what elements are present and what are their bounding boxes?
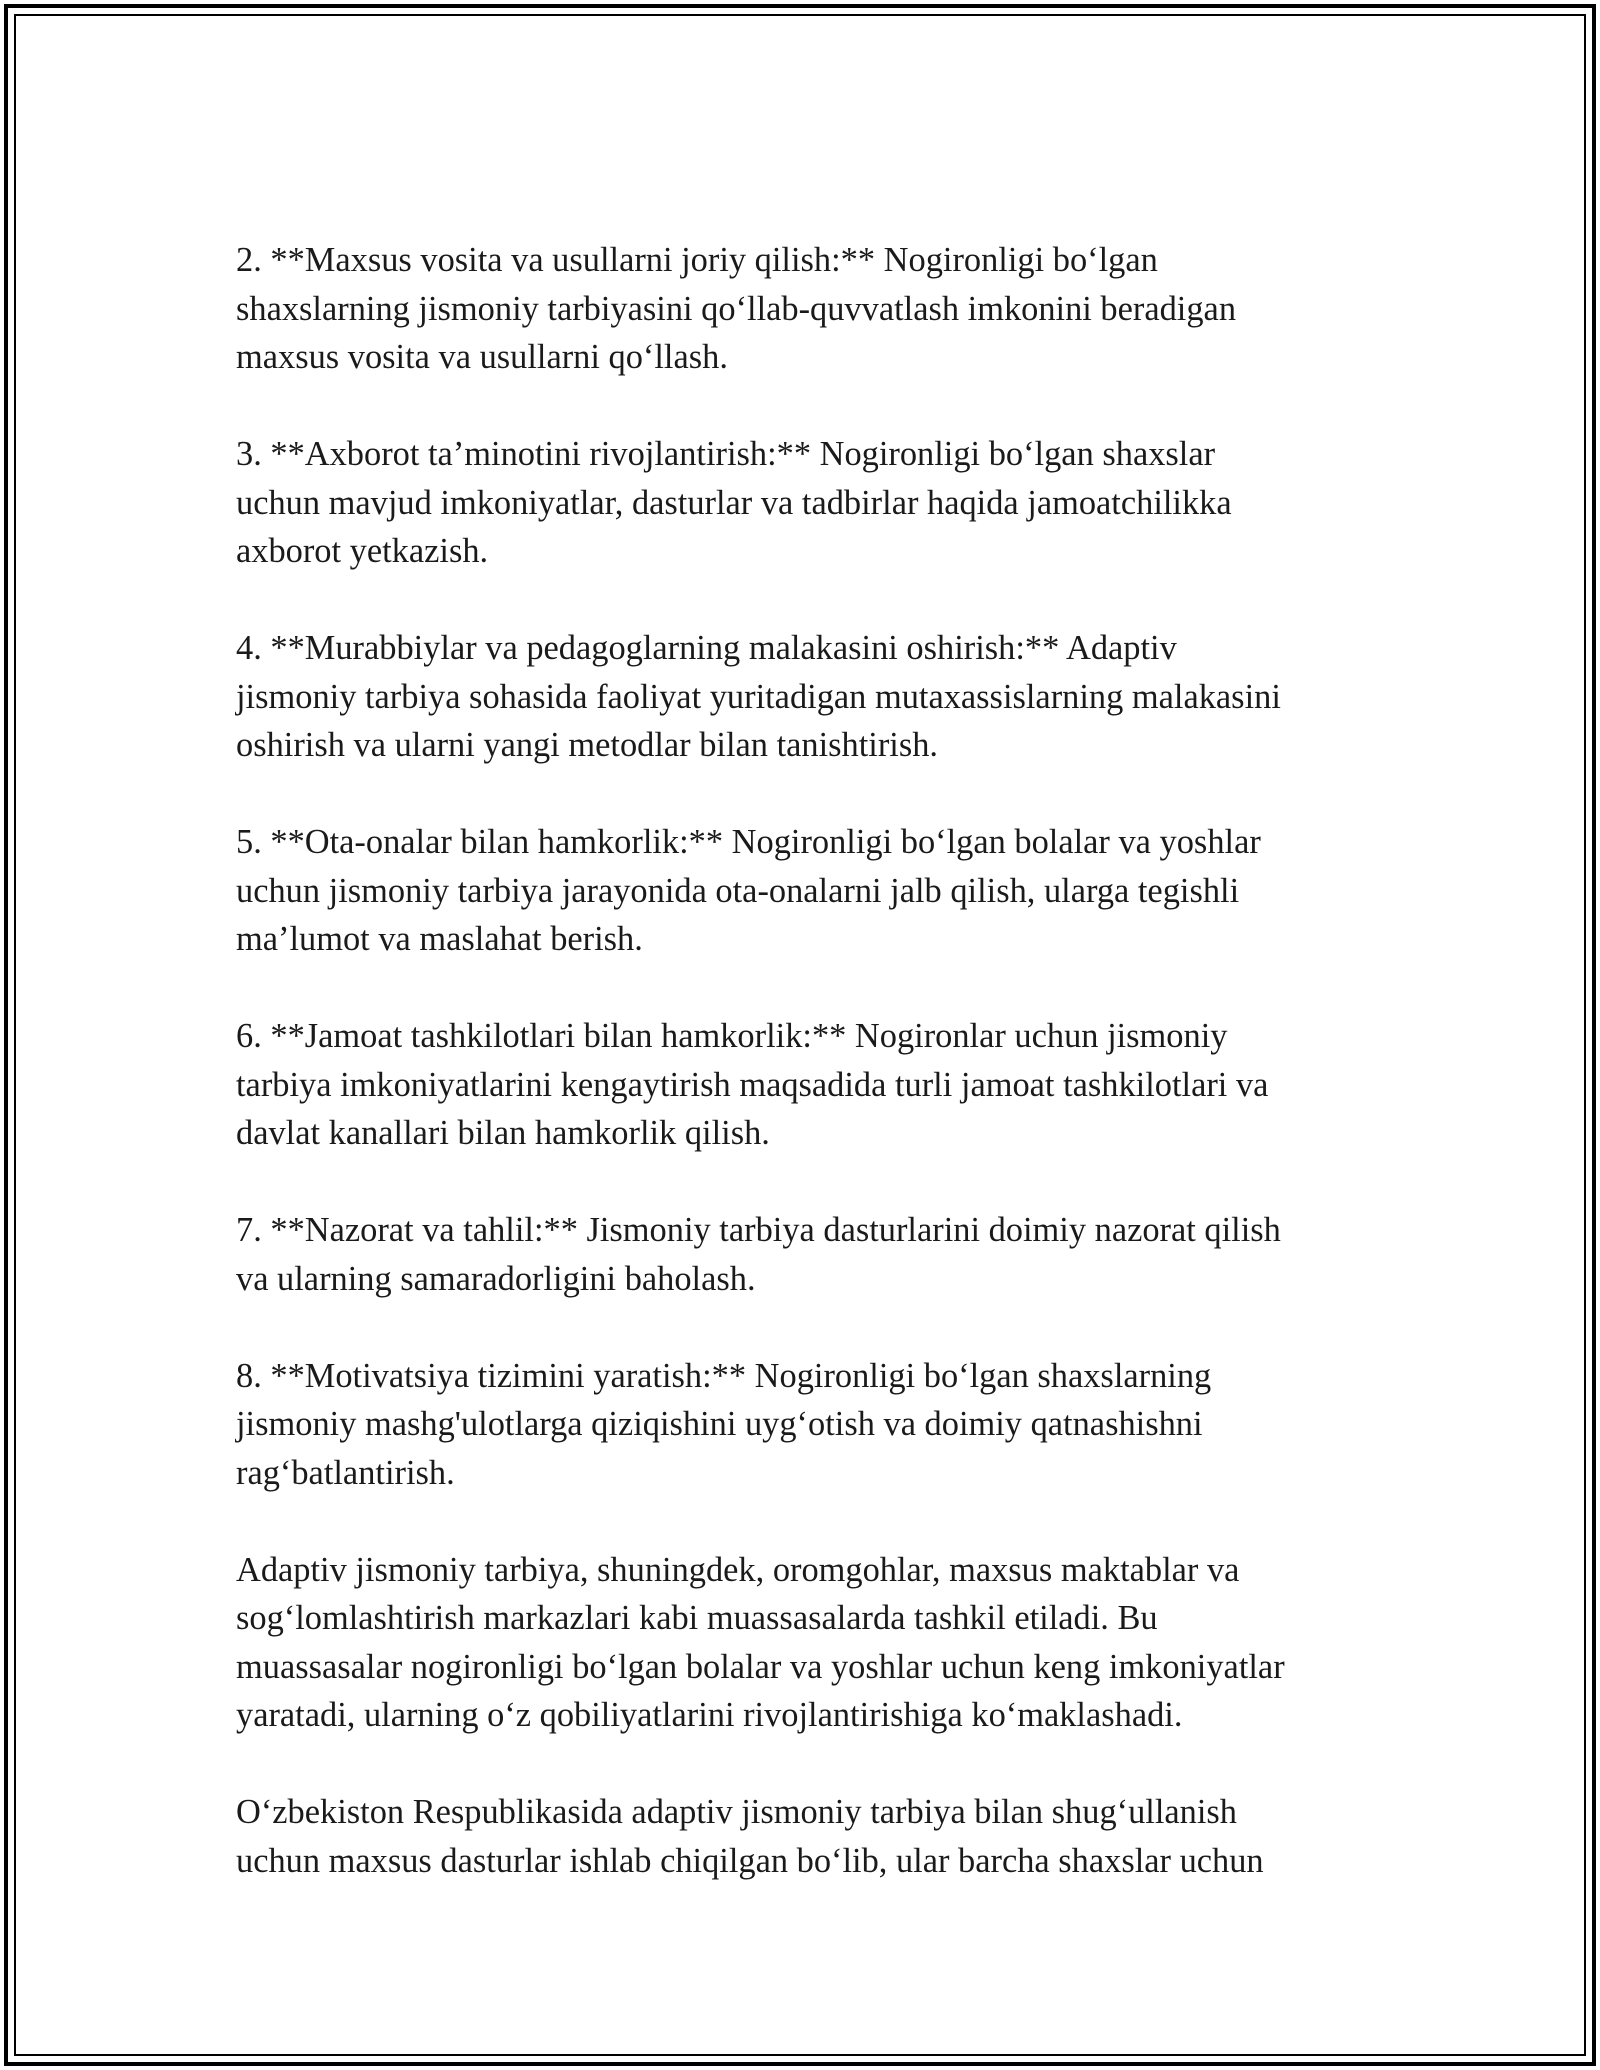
text-line: oshirish va ularni yangi metodlar bilan tanishtirish. xyxy=(236,726,939,764)
text-line: sog‘lomlashtirish markazlari kabi muassasalarda tashkil etiladi. Bu xyxy=(236,1599,1158,1637)
text-line: shaxslarning jismoniy tarbiyasini qo‘llab-quvvatlash imkonini beradigan xyxy=(236,289,1237,328)
text-line: va ularning samaradorligini baholash. xyxy=(236,1259,756,1298)
paragraph-item-5 xyxy=(236,818,1376,964)
text-line: 5. **Ota-onalar bilan hamkorlik:** Nogironligi bo‘lgan bolalar va yoshlar xyxy=(236,823,1261,861)
paragraph-uzbekistan xyxy=(236,1788,1376,1885)
text-line: rag‘batlantirish. xyxy=(236,1453,455,1492)
text-line: 2. **Maxsus vosita va usullarni joriy qilish:** Nogironligi bo‘lgan xyxy=(236,241,1158,279)
text-line: maxsus vosita va usullarni qo‘llash. xyxy=(236,338,728,376)
paragraph-item-3 xyxy=(236,430,1376,576)
text-line: jismoniy tarbiya sohasida faoliyat yuritadigan mutaxassislarning malakasini xyxy=(236,677,1281,716)
text-line: 6. **Jamoat tashkilotlari bilan hamkorlik:** Nogironlar uchun jismoniy xyxy=(236,1017,1228,1055)
text-line: 3. **Axborot ta’minotini rivojlantirish:** Nogironligi bo‘lgan shaxslar xyxy=(236,435,1216,473)
paragraph-item-7 xyxy=(236,1206,1376,1303)
text-line: yaratadi, ularning o‘z qobiliyatlarini rivojlantirishiga ko‘maklashadi. xyxy=(236,1696,1183,1734)
text-line: uchun mavjud imkoniyatlar, dasturlar va tadbirlar haqida jamoatchilikka xyxy=(236,483,1232,522)
text-line: uchun jismoniy tarbiya jarayonida ota-onalarni jalb qilish, ularga tegishli xyxy=(236,871,1240,910)
text-line: Adaptiv jismoniy tarbiya, shuningdek, oromgohlar, maxsus maktablar va xyxy=(236,1550,1240,1589)
text-line: jismoniy mashg'ulotlarga qiziqishini uyg‘otish va doimiy qatnashishni xyxy=(236,1405,1203,1443)
text-line: ma’lumot va maslahat berish. xyxy=(236,920,643,958)
document-body xyxy=(236,236,1376,1934)
paragraph-item-6 xyxy=(236,1012,1376,1158)
paragraph-item-8 xyxy=(236,1352,1376,1498)
text-line: 7. **Nazorat va tahlil:** Jismoniy tarbiya dasturlarini doimiy nazorat qilish xyxy=(236,1211,1281,1249)
text-line: 4. **Murabbiylar va pedagoglarning malakasini oshirish:** Adaptiv xyxy=(236,629,1177,667)
text-line: muassasalar nogironligi bo‘lgan bolalar va yoshlar uchun keng imkoniyatlar xyxy=(236,1647,1285,1686)
text-line: davlat kanallari bilan hamkorlik qilish. xyxy=(236,1114,770,1152)
text-line: tarbiya imkoniyatlarini kengaytirish maqsadida turli jamoat tashkilotlari va xyxy=(236,1065,1269,1104)
text-line: axborot yetkazish. xyxy=(236,532,489,570)
paragraph-institutions xyxy=(236,1546,1376,1740)
text-line: O‘zbekiston Respublikasida adaptiv jismoniy tarbiya bilan shug‘ullanish xyxy=(236,1793,1237,1831)
text-line: 8. **Motivatsiya tizimini yaratish:** Nogironligi bo‘lgan shaxslarning xyxy=(236,1356,1212,1395)
paragraph-item-2 xyxy=(236,236,1376,382)
paragraph-item-4 xyxy=(236,624,1376,770)
text-line: uchun maxsus dasturlar ishlab chiqilgan bo‘lib, ular barcha shaxslar uchun xyxy=(236,1841,1264,1880)
